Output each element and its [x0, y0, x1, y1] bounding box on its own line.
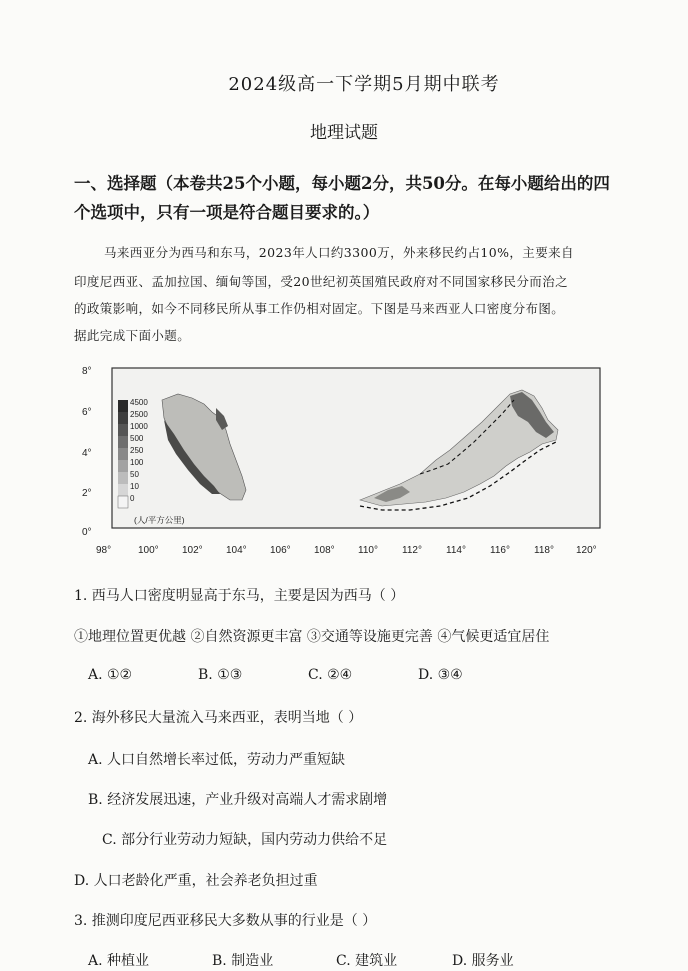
question-3-option-a[interactable]: A. 种植业	[88, 953, 150, 969]
question-1-option-b[interactable]: B. ①③	[198, 667, 243, 683]
population-density-map	[70, 360, 610, 560]
x-tick-102: 102°	[182, 545, 203, 556]
page-title: 2024级高一下学期5月期中联考	[228, 74, 500, 95]
question-1-stem: 1. 西马人口密度明显高于东马，主要是因为西马（ ）	[74, 588, 405, 604]
x-tick-110: 110°	[358, 545, 378, 556]
x-tick-104: 104°	[226, 545, 247, 556]
question-3-stem: 3. 推测印度尼西亚移民大多数从事的行业是（ ）	[74, 913, 377, 929]
x-tick-108: 108°	[314, 545, 335, 556]
legend-0: 0	[130, 494, 135, 503]
legend-4500: 4500	[130, 398, 148, 407]
x-tick-100: 100°	[138, 545, 159, 556]
legend-50: 50	[130, 470, 139, 479]
y-tick-0: 0°	[82, 527, 92, 538]
question-1-statements: ①地理位置更优越 ②自然资源更丰富 ③交通等设施更完善 ④气候更适宜居住	[74, 629, 550, 645]
legend-250: 250	[130, 446, 144, 455]
question-2-stem: 2. 海外移民大量流入马来西亚，表明当地（ ）	[74, 710, 363, 726]
question-3-option-c[interactable]: C. 建筑业	[336, 953, 398, 969]
page-subtitle: 地理试题	[310, 123, 378, 143]
legend-500: 500	[130, 434, 144, 443]
legend-unit: (人/平方公里)	[134, 515, 185, 525]
x-tick-120: 120°	[576, 545, 597, 556]
y-tick-6: 6°	[82, 407, 92, 418]
x-tick-98: 98°	[96, 545, 112, 556]
question-2-option-a[interactable]: A. 人口自然增长率过低，劳动力严重短缺	[88, 752, 346, 768]
y-tick-8: 8°	[82, 366, 92, 377]
passage-line-2: 印度尼西亚、孟加拉国、缅甸等国，受20世纪初英国殖民政府对不同国家移民分而治之	[74, 274, 569, 289]
x-tick-114: 114°	[446, 545, 466, 556]
y-tick-2: 2°	[82, 488, 92, 499]
question-1-option-a[interactable]: A. ①②	[88, 667, 133, 683]
x-tick-118: 118°	[534, 545, 554, 556]
passage-line-3: 的政策影响，如今不同移民所从事工作仍相对固定。下图是马来西亚人口密度分布图。	[74, 301, 565, 316]
question-2-option-d[interactable]: D. 人口老龄化严重，社会养老负担过重	[74, 873, 318, 889]
question-1-option-c[interactable]: C. ②④	[308, 667, 353, 683]
x-tick-112: 112°	[402, 545, 422, 556]
legend-2500: 2500	[130, 410, 148, 419]
question-3-option-b[interactable]: B. 制造业	[212, 953, 274, 969]
passage-line-1: 马来西亚分为西马和东马，2023年人口约3300万，外来移民约占10%，主要来自	[104, 245, 574, 260]
legend-1000: 1000	[130, 422, 148, 431]
x-tick-116: 116°	[490, 545, 510, 556]
question-3-option-d[interactable]: D. 服务业	[452, 953, 514, 969]
y-tick-4: 4°	[82, 448, 92, 459]
section-heading-line2: 个选项中，只有一项是符合题目要求的。）	[74, 203, 380, 222]
question-1-option-d[interactable]: D. ③④	[418, 667, 463, 683]
question-2-option-b[interactable]: B. 经济发展迅速，产业升级对高端人才需求剧增	[88, 792, 388, 808]
section-heading-line1: 一、选择题（本卷共25个小题，每小题2分，共50分。在每小题给出的四	[74, 174, 610, 193]
legend-10: 10	[130, 482, 139, 491]
passage-line-4: 据此完成下面小题。	[74, 328, 191, 343]
x-tick-106: 106°	[270, 545, 291, 556]
legend-100: 100	[130, 458, 144, 467]
question-2-option-c[interactable]: C. 部分行业劳动力短缺，国内劳动力供给不足	[102, 832, 388, 848]
